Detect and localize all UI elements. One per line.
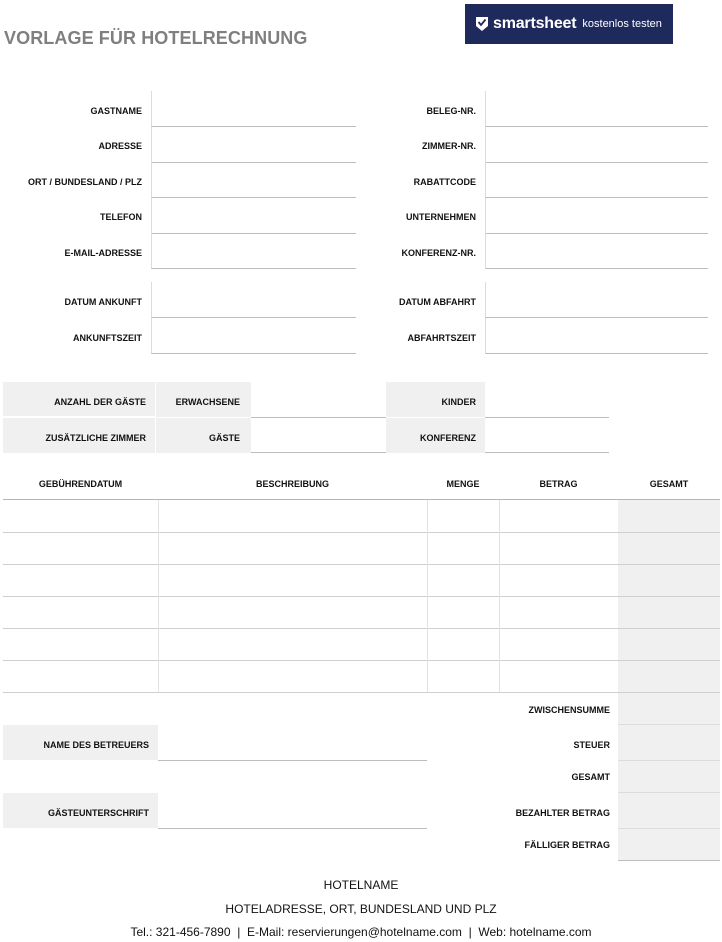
receipt-no-field[interactable] [485, 91, 708, 127]
label-city-state-zip: ORT / BUNDESLAND / PLZ [28, 177, 142, 187]
label-subtotal: ZWISCHENSUMME [528, 705, 610, 715]
label-adults: ERWACHSENE [175, 397, 240, 407]
col-header-total: GESAMT [649, 479, 689, 489]
label-amount-due: FÄLLIGER BETRAG [524, 840, 610, 850]
label-children: KINDER [441, 397, 476, 407]
label-amount-paid: BEZAHLTER BETRAG [515, 808, 610, 818]
label-arrival-date: DATUM ANKUNFT [64, 297, 142, 307]
page-title: VORLAGE FÜR HOTELRECHNUNG [4, 28, 308, 48]
table-row[interactable] [3, 660, 158, 692]
footer-contact: Tel.: 321-456-7890 | E-Mail: reservierungen@hotelname.com | Web: hotelname.com [130, 925, 592, 939]
label-arrival-time: ANKUNFTSZEIT [73, 333, 142, 343]
col-header-amount: BETRAG [539, 479, 578, 489]
table-row[interactable] [3, 564, 158, 596]
arrival-date-field[interactable] [151, 282, 356, 318]
table-row[interactable] [3, 500, 158, 532]
table-row-rule [3, 692, 720, 693]
table-row[interactable] [3, 532, 158, 564]
label-grand-total: GESAMT [571, 772, 610, 782]
table-col-divider [427, 500, 428, 692]
label-guest-name: GASTNAME [90, 106, 142, 116]
conference-field[interactable] [485, 418, 609, 453]
guest-name-field[interactable] [151, 91, 356, 127]
table-row[interactable] [3, 596, 158, 628]
conference-no-field[interactable] [485, 233, 708, 269]
departure-date-field[interactable] [485, 282, 708, 318]
col-header-charge-date: GEBÜHRENDATUM [38, 479, 123, 489]
label-discount-code: RABATTCODE [413, 177, 476, 187]
label-email: E-MAIL-ADRESSE [64, 248, 142, 258]
room-no-field[interactable] [485, 127, 708, 163]
email-field[interactable] [151, 233, 356, 269]
totals-rule [618, 860, 720, 861]
label-extra-rooms: ZUSÄTZLICHE ZIMMER [45, 433, 146, 443]
label-guest-signature: GÄSTEUNTERSCHRIFT [48, 808, 149, 818]
adults-field[interactable] [251, 382, 386, 418]
label-departure-time: ABFAHRTSZEIT [407, 333, 476, 343]
trial-link[interactable]: kostenlos testen [582, 18, 662, 30]
footer-hotel-name: HOTELNAME [323, 878, 399, 892]
table-row[interactable] [3, 628, 158, 660]
footer-hotel-address: HOTELADRESSE, ORT, BUNDESLAND UND PLZ [225, 902, 497, 916]
label-room-no: ZIMMER-NR. [422, 141, 476, 151]
label-conference: KONFERENZ [420, 433, 476, 443]
smartsheet-logo-icon [476, 17, 488, 31]
amount-paid-value[interactable] [618, 793, 720, 828]
label-company: UNTERNEHMEN [405, 212, 476, 222]
brand-name: smartsheet [493, 15, 577, 32]
grand-total-value[interactable] [618, 761, 720, 792]
amount-due-value[interactable] [618, 829, 720, 860]
attendant-name-field[interactable] [158, 725, 427, 761]
arrival-time-field[interactable] [151, 318, 356, 354]
tax-value[interactable] [618, 725, 720, 760]
label-phone: TELEFON [100, 212, 142, 222]
address-field[interactable] [151, 127, 356, 163]
label-receipt-no: BELEG-NR. [426, 106, 476, 116]
phone-field[interactable] [151, 198, 356, 234]
guests-field[interactable] [251, 418, 386, 453]
smartsheet-trial-banner[interactable] [465, 4, 673, 44]
col-header-quantity: MENGE [446, 479, 480, 489]
label-guests: GÄSTE [208, 433, 240, 443]
guest-signature-field[interactable] [158, 793, 427, 829]
table-col-divider [158, 500, 159, 692]
departure-time-field[interactable] [485, 318, 708, 354]
label-departure-date: DATUM ABFAHRT [399, 297, 476, 307]
label-attendant-name: NAME DES BETREUERS [43, 740, 149, 750]
col-header-description: BESCHREIBUNG [255, 479, 329, 489]
label-conference-no: KONFERENZ-NR. [401, 248, 476, 258]
discount-code-field[interactable] [485, 162, 708, 198]
label-address: ADRESSE [98, 141, 142, 151]
subtotal-value[interactable] [618, 693, 720, 724]
city-state-zip-field[interactable] [151, 162, 356, 198]
label-guest-count: ANZAHL DER GÄSTE [54, 397, 146, 407]
table-col-divider [499, 500, 500, 692]
company-field[interactable] [485, 198, 708, 234]
label-tax: STEUER [573, 740, 610, 750]
children-field[interactable] [485, 382, 609, 418]
